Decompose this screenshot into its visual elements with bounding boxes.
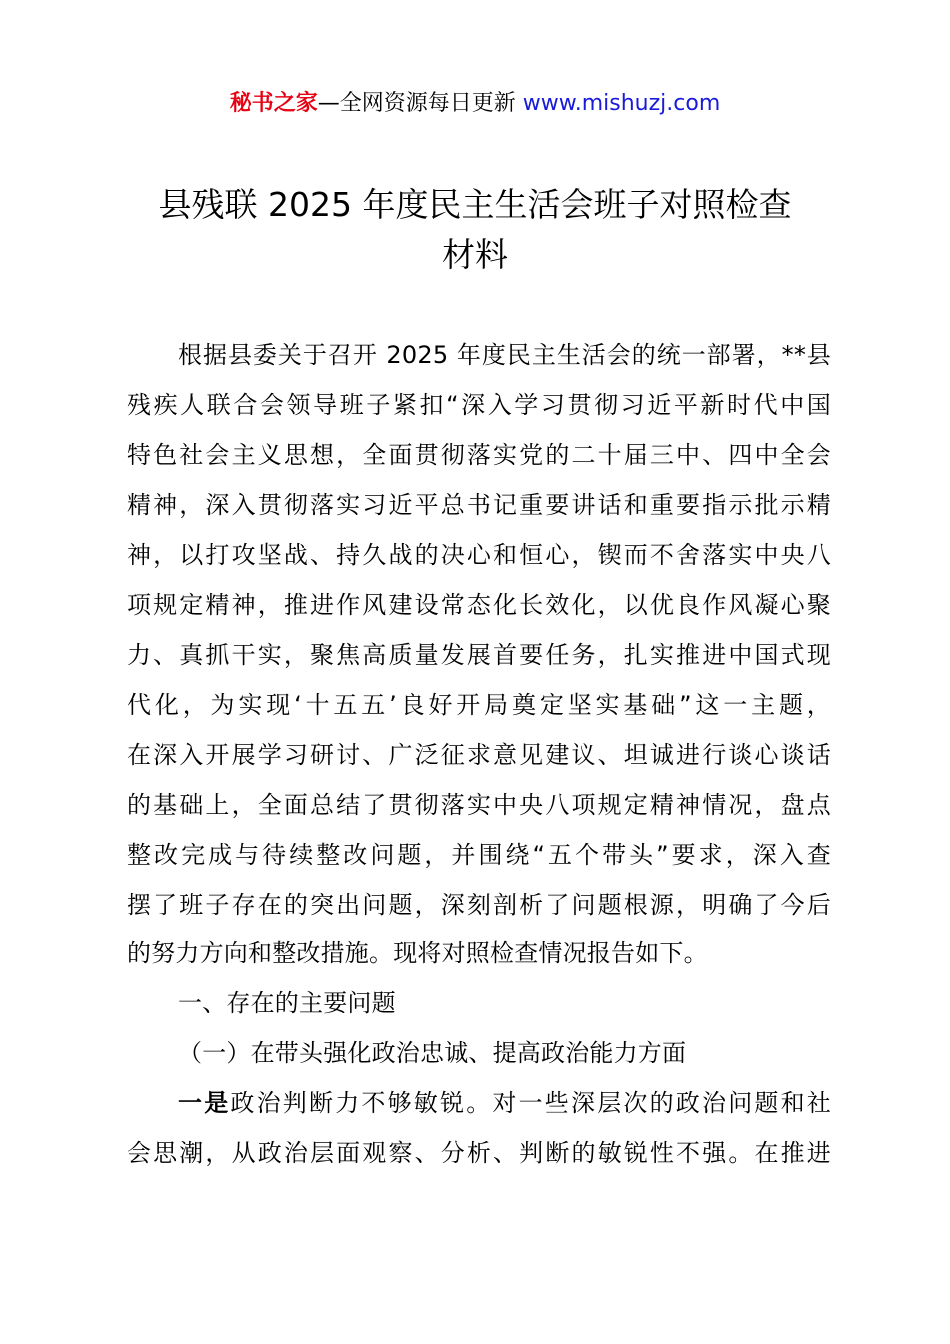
body-line: 代化，为实现‘十五五’良好开局奠定坚实基础”这一主题， bbox=[127, 691, 831, 719]
body-line: 的努力方向和整改措施。现将对照检查情况报告如下。 bbox=[127, 939, 708, 967]
brand-name: 秘书之家 bbox=[229, 91, 318, 116]
point-line: 会思潮，从政治层面观察、分析、判断的敏锐性不强。在推进 bbox=[127, 1139, 831, 1167]
header-tagline: —全网资源每日更新 bbox=[317, 91, 523, 116]
header-url[interactable]: www.mishuzj.com bbox=[522, 91, 721, 116]
body-line: 摆了班子存在的突出问题，深刻剖析了问题根源，明确了今后 bbox=[127, 891, 831, 919]
body-line: 在深入开展学习研讨、广泛征求意见建议、坦诚进行谈心谈话 bbox=[127, 741, 831, 769]
body-line: 整改完成与待续整改问题，并围绕“五个带头”要求，深入查 bbox=[127, 841, 831, 869]
point-line bbox=[178, 1088, 831, 1118]
point-lead: 一是 bbox=[178, 1089, 231, 1117]
document-title-line2: 材料 bbox=[442, 235, 508, 274]
body-line: 精神，深入贯彻落实习近平总书记重要讲话和重要指示批示精 bbox=[127, 491, 831, 519]
document-title-line1: 县残联 2025 年度民主生活会班子对照检查 bbox=[158, 185, 792, 224]
body-line: 项规定精神，推进作风建设常态化长效化，以优良作风凝心聚 bbox=[127, 591, 831, 619]
body-line: 神，以打攻坚战、持久战的决心和恒心，锲而不舍落实中央八 bbox=[127, 541, 831, 569]
subsection-heading: （一）在带头强化政治忠诚、提高政治能力方面 bbox=[178, 1039, 687, 1067]
body-line: 力、真抓干实，聚焦高质量发展首要任务，扎实推进中国式现 bbox=[127, 641, 831, 669]
body-line: 特色社会主义思想，全面贯彻落实党的二十届三中、四中全会 bbox=[127, 441, 831, 469]
body-line: 的基础上，全面总结了贯彻落实中央八项规定精神情况，盘点 bbox=[127, 791, 831, 819]
body-line: 残疾人联合会领导班子紧扣“深入学习贯彻习近平新时代中国 bbox=[127, 391, 831, 419]
watermark-header bbox=[0, 88, 950, 120]
point-text: 政治判断力不够敏锐。对一些深层次的政治问题和社 bbox=[230, 1089, 831, 1117]
body-line: 根据县委关于召开 2025 年度民主生活会的统一部署，**县 bbox=[178, 341, 831, 369]
section-heading: 一、存在的主要问题 bbox=[178, 989, 396, 1017]
